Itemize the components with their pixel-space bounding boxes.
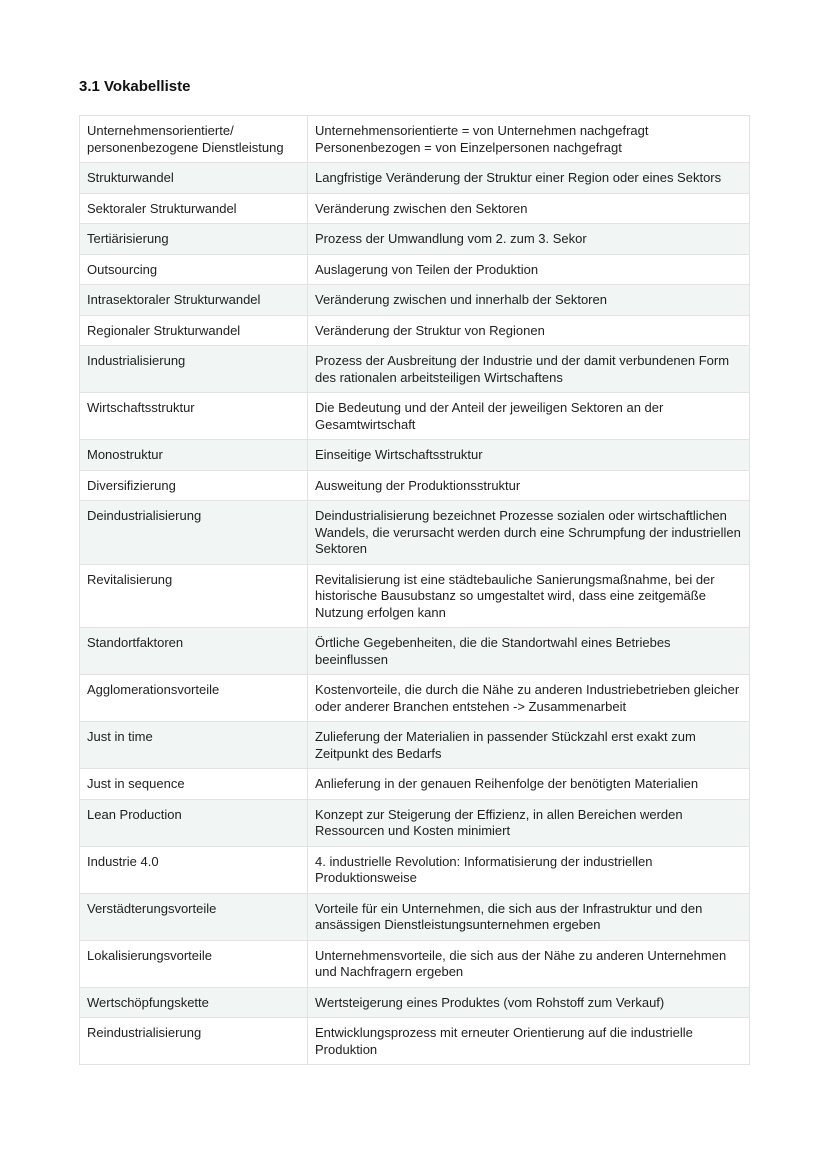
term-cell: Standortfaktoren xyxy=(80,628,308,675)
term-cell: Agglomerationsvorteile xyxy=(80,675,308,722)
term-cell: Wirtschaftsstruktur xyxy=(80,393,308,440)
definition-cell: Auslagerung von Teilen der Produktion xyxy=(308,254,750,285)
table-row xyxy=(80,769,750,800)
definition-cell: Unternehmensorientierte = von Unternehmen nachgefragt Personenbezogen = von Einzelpersonen nachgefragt xyxy=(308,116,750,163)
table-row xyxy=(80,799,750,846)
table-row xyxy=(80,116,750,163)
definition-cell: Konzept zur Steigerung der Effizienz, in allen Bereichen werden Ressourcen und Kosten minimiert xyxy=(308,799,750,846)
term-cell: Lokalisierungsvorteile xyxy=(80,940,308,987)
page-title: 3.1 Vokabelliste xyxy=(79,78,191,95)
term-cell: Just in sequence xyxy=(80,769,308,800)
term-cell: Industrie 4.0 xyxy=(80,846,308,893)
term-cell: Tertiärisierung xyxy=(80,224,308,255)
definition-cell: Entwicklungsprozess mit erneuter Orientierung auf die industrielle Produktion xyxy=(308,1018,750,1065)
definition-cell: Ausweitung der Produktionsstruktur xyxy=(308,470,750,501)
definition-cell: Die Bedeutung und der Anteil der jeweiligen Sektoren an der Gesamtwirtschaft xyxy=(308,393,750,440)
definition-cell: Prozess der Ausbreitung der Industrie und der damit verbundenen Form des rationalen arbeitsteiligen Wirtschaftens xyxy=(308,346,750,393)
term-cell: Reindustrialisierung xyxy=(80,1018,308,1065)
table-row xyxy=(80,987,750,1018)
table-row xyxy=(80,470,750,501)
term-cell: Monostruktur xyxy=(80,440,308,471)
table-row xyxy=(80,501,750,565)
table-row xyxy=(80,393,750,440)
term-cell: Unternehmensorientierte/ personenbezogene Dienstleistung xyxy=(80,116,308,163)
table-row xyxy=(80,564,750,628)
term-cell: Wertschöpfungskette xyxy=(80,987,308,1018)
term-cell: Intrasektoraler Strukturwandel xyxy=(80,285,308,316)
definition-cell: Langfristige Veränderung der Struktur einer Region oder eines Sektors xyxy=(308,163,750,194)
table-row xyxy=(80,285,750,316)
definition-cell: Prozess der Umwandlung vom 2. zum 3. Sekor xyxy=(308,224,750,255)
term-cell: Verstädterungsvorteile xyxy=(80,893,308,940)
table-row xyxy=(80,846,750,893)
definition-cell: Zulieferung der Materialien in passender Stückzahl erst exakt zum Zeitpunkt des Bedarfs xyxy=(308,722,750,769)
vocabulary-table xyxy=(79,115,750,1065)
term-cell: Strukturwandel xyxy=(80,163,308,194)
term-cell: Outsourcing xyxy=(80,254,308,285)
definition-cell: Revitalisierung ist eine städtebauliche Sanierungsmaßnahme, bei der historische Bausubstanz so umgestaltet wird, dass eine zeitgemäße Nutzung erfolgen kann xyxy=(308,564,750,628)
definition-cell: Anlieferung in der genauen Reihenfolge der benötigten Materialien xyxy=(308,769,750,800)
table-row xyxy=(80,163,750,194)
definition-cell: Wertsteigerung eines Produktes (vom Rohstoff zum Verkauf) xyxy=(308,987,750,1018)
term-cell: Lean Production xyxy=(80,799,308,846)
table-row xyxy=(80,254,750,285)
definition-cell: Veränderung zwischen den Sektoren xyxy=(308,193,750,224)
definition-cell: Veränderung zwischen und innerhalb der Sektoren xyxy=(308,285,750,316)
table-row xyxy=(80,628,750,675)
table-row xyxy=(80,346,750,393)
definition-cell: Unternehmensvorteile, die sich aus der Nähe zu anderen Unternehmen und Nachfragern ergeben xyxy=(308,940,750,987)
table-row xyxy=(80,722,750,769)
definition-cell: Veränderung der Struktur von Regionen xyxy=(308,315,750,346)
table-row xyxy=(80,224,750,255)
term-cell: Just in time xyxy=(80,722,308,769)
table-row xyxy=(80,893,750,940)
term-cell: Revitalisierung xyxy=(80,564,308,628)
term-cell: Industrialisierung xyxy=(80,346,308,393)
table-row xyxy=(80,315,750,346)
definition-cell: Deindustrialisierung bezeichnet Prozesse sozialen oder wirtschaftlichen Wandels, die verursacht werden durch eine Schrumpfung der industriellen Sektoren xyxy=(308,501,750,565)
definition-cell: Örtliche Gegebenheiten, die die Standortwahl eines Betriebes beeinflussen xyxy=(308,628,750,675)
table-row xyxy=(80,440,750,471)
table-row xyxy=(80,193,750,224)
term-cell: Regionaler Strukturwandel xyxy=(80,315,308,346)
definition-cell: Kostenvorteile, die durch die Nähe zu anderen Industriebetrieben gleicher oder anderer Branchen entstehen -> Zusammenarbeit xyxy=(308,675,750,722)
term-cell: Deindustrialisierung xyxy=(80,501,308,565)
definition-cell: 4. industrielle Revolution: Informatisierung der industriellen Produktionsweise xyxy=(308,846,750,893)
term-cell: Diversifizierung xyxy=(80,470,308,501)
term-cell: Sektoraler Strukturwandel xyxy=(80,193,308,224)
table-row xyxy=(80,940,750,987)
definition-cell: Einseitige Wirtschaftsstruktur xyxy=(308,440,750,471)
definition-cell: Vorteile für ein Unternehmen, die sich aus der Infrastruktur und den ansässigen Dienstleistungsunternehmen ergeben xyxy=(308,893,750,940)
table-row xyxy=(80,1018,750,1065)
vocabulary-table-body xyxy=(80,116,750,1065)
table-row xyxy=(80,675,750,722)
